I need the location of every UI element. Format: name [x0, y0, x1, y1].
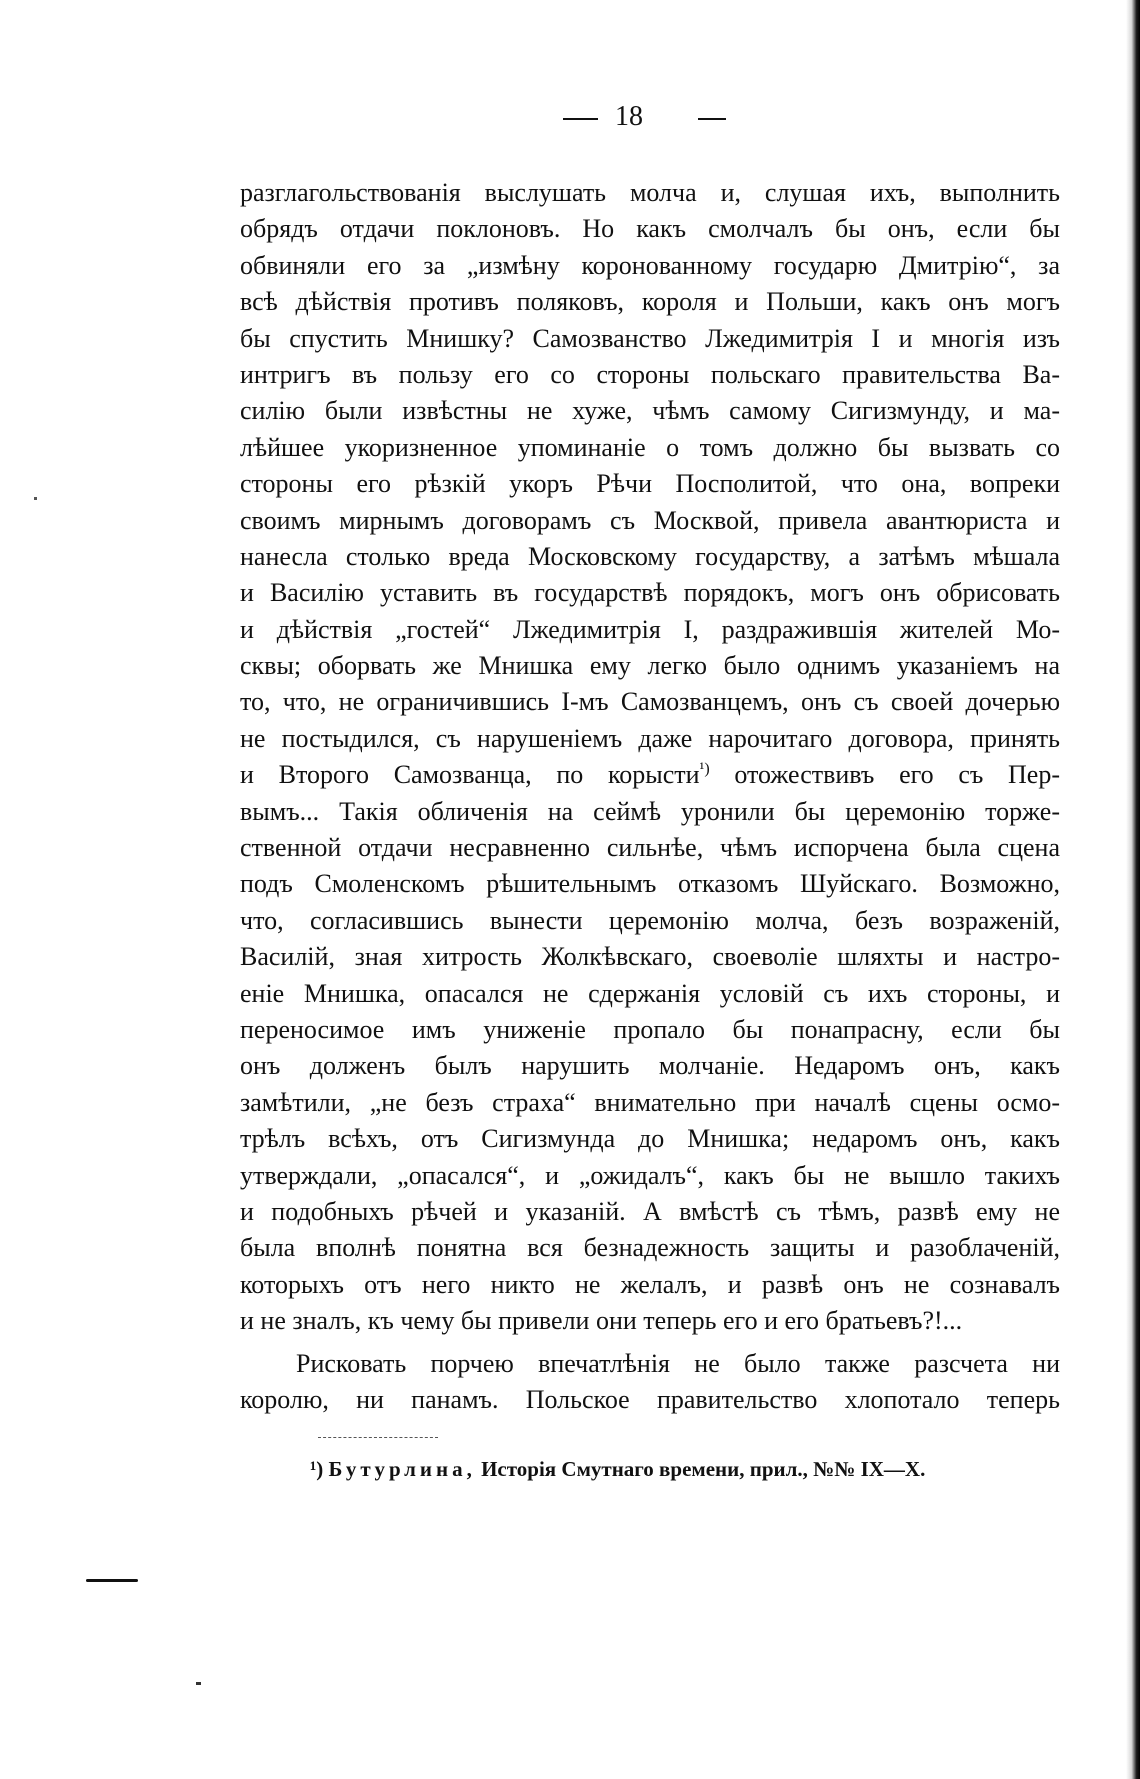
page-number: 18 [615, 101, 643, 132]
text-line: утверждали, „опасался“, и „ожидалъ“, какъ бы не вышло такихъ [240, 1160, 1060, 1190]
text-line: подъ Смоленскомъ рѣшительнымъ отказомъ Шуйскаго. Возможно, [240, 869, 1060, 899]
footnote-rule [318, 1437, 438, 1438]
text-line: переносимое имъ униженіе пропало бы понапрасну, если бы [240, 1014, 1060, 1044]
text-line: и дѣйствія „гостей“ Лжедимитрія I, раздражившія жителей Мо- [240, 614, 1060, 644]
footnote-marker: ¹) [310, 1457, 324, 1481]
text-line: стороны его рѣзкій укоръ Рѣчи Посполитой, что она, вопреки [240, 469, 1060, 499]
text-line: и подобныхъ рѣчей и указаній. А вмѣстѣ съ тѣмъ, развѣ ему не [240, 1196, 1060, 1226]
footnote-reference[interactable]: ¹) [699, 760, 710, 778]
text-line: обрядъ отдачи поклоновъ. Но какъ смолчалъ бы онъ, если бы [240, 214, 1060, 244]
text-line: силію были извѣстны не хуже, чѣмъ самому Сигизмунду, и ма- [240, 396, 1060, 426]
text-segment: и Второго Самозванца, по корысти [240, 760, 700, 790]
footnote-text: Исторія Смутнаго времени, прил., №№ IX—X. [481, 1457, 926, 1481]
header-dash-right [698, 118, 726, 120]
scan-mark [34, 497, 37, 500]
scan-mark [86, 1579, 138, 1582]
text-line: своимъ мирнымъ договорамъ съ Москвой, привела авантюриста и [240, 505, 1060, 535]
text-line: и не зналъ, къ чему бы привели они теперь его и его братьевъ?!... [240, 1306, 963, 1336]
footnote [310, 1455, 925, 1483]
text-line: ственной отдачи несравненно сильнѣе, чѣмъ испорчена была сцена [240, 833, 1060, 863]
text-line: лѣйшее укоризненное упоминаніе о томъ должно бы вызвать со [240, 432, 1060, 462]
text-line: сквы; оборвать же Мнишка ему легко было однимъ указаніемъ на [240, 651, 1060, 681]
text-line: нанесла столько вреда Московскому государству, а затѣмъ мѣшала [240, 541, 1060, 571]
main-text [240, 175, 1060, 1418]
text-line: онъ долженъ былъ нарушить молчаніе. Недаромъ онъ, какъ [240, 1051, 1060, 1081]
page-header [0, 98, 1140, 138]
text-line: интригъ въ пользу его со стороны польскаго правительства Ва- [240, 359, 1060, 389]
text-line: вымъ... Такія обличенія на сеймѣ уронили бы церемонію торже- [240, 796, 1060, 826]
text-line: была вполнѣ понятна вся безнадежность защиты и разоблаченій, [240, 1233, 1060, 1263]
text-line: которыхъ отъ него никто не желалъ, и развѣ онъ не сознавалъ [240, 1269, 1060, 1299]
text-line: Рисковать порчею впечатлѣнія не было также разсчета ни [296, 1348, 1060, 1378]
text-line: королю, ни панамъ. Польское правительство хлопотало теперь [240, 1384, 1060, 1414]
text-line: и Василію уставить въ государствѣ порядокъ, могъ онъ обрисовать [240, 578, 1060, 608]
page-edge [1126, 0, 1140, 1779]
text-line-with-footnote [240, 757, 1060, 793]
header-dash-left [563, 118, 598, 120]
text-line: еніе Мнишка, опасался не сдержанія условій съ ихъ стороны, и [240, 978, 1060, 1008]
text-line: разглагольствованія выслушать молча и, слушая ихъ, выполнить [240, 178, 1060, 207]
text-line: обвиняли его за „измѣну коронованному государю Дмитрію“, за [240, 250, 1060, 280]
text-line: не постыдился, съ нарушеніемъ даже нарочитаго договора, принять [240, 723, 1060, 753]
text-line: всѣ дѣйствія противъ поляковъ, короля и Польши, какъ онъ могъ [240, 287, 1060, 317]
text-line: бы спустить Мнишку? Самозванство Лжедимитрія I и многія изъ [240, 323, 1060, 353]
text-segment: отожествивъ его съ Пер- [709, 760, 1060, 790]
scan-mark [196, 1682, 201, 1685]
text-line: Василій, зная хитрость Жолкѣвскаго, своеволіе шляхты и настро- [240, 942, 1060, 972]
text-line: что, согласившись вынести церемонію молча, безъ возраженій, [240, 905, 1060, 935]
text-line: трѣлъ всѣхъ, отъ Сигизмунда до Мнишка; недаромъ онъ, какъ [240, 1124, 1060, 1154]
footnote-author: Бутурлина, [328, 1457, 476, 1481]
text-line: то, что, не ограничившись I-мъ Самозванцемъ, онъ съ своей дочерью [240, 687, 1060, 717]
text-line: замѣтили, „не безъ страха“ внимательно при началѣ сцены осмо- [240, 1087, 1060, 1117]
